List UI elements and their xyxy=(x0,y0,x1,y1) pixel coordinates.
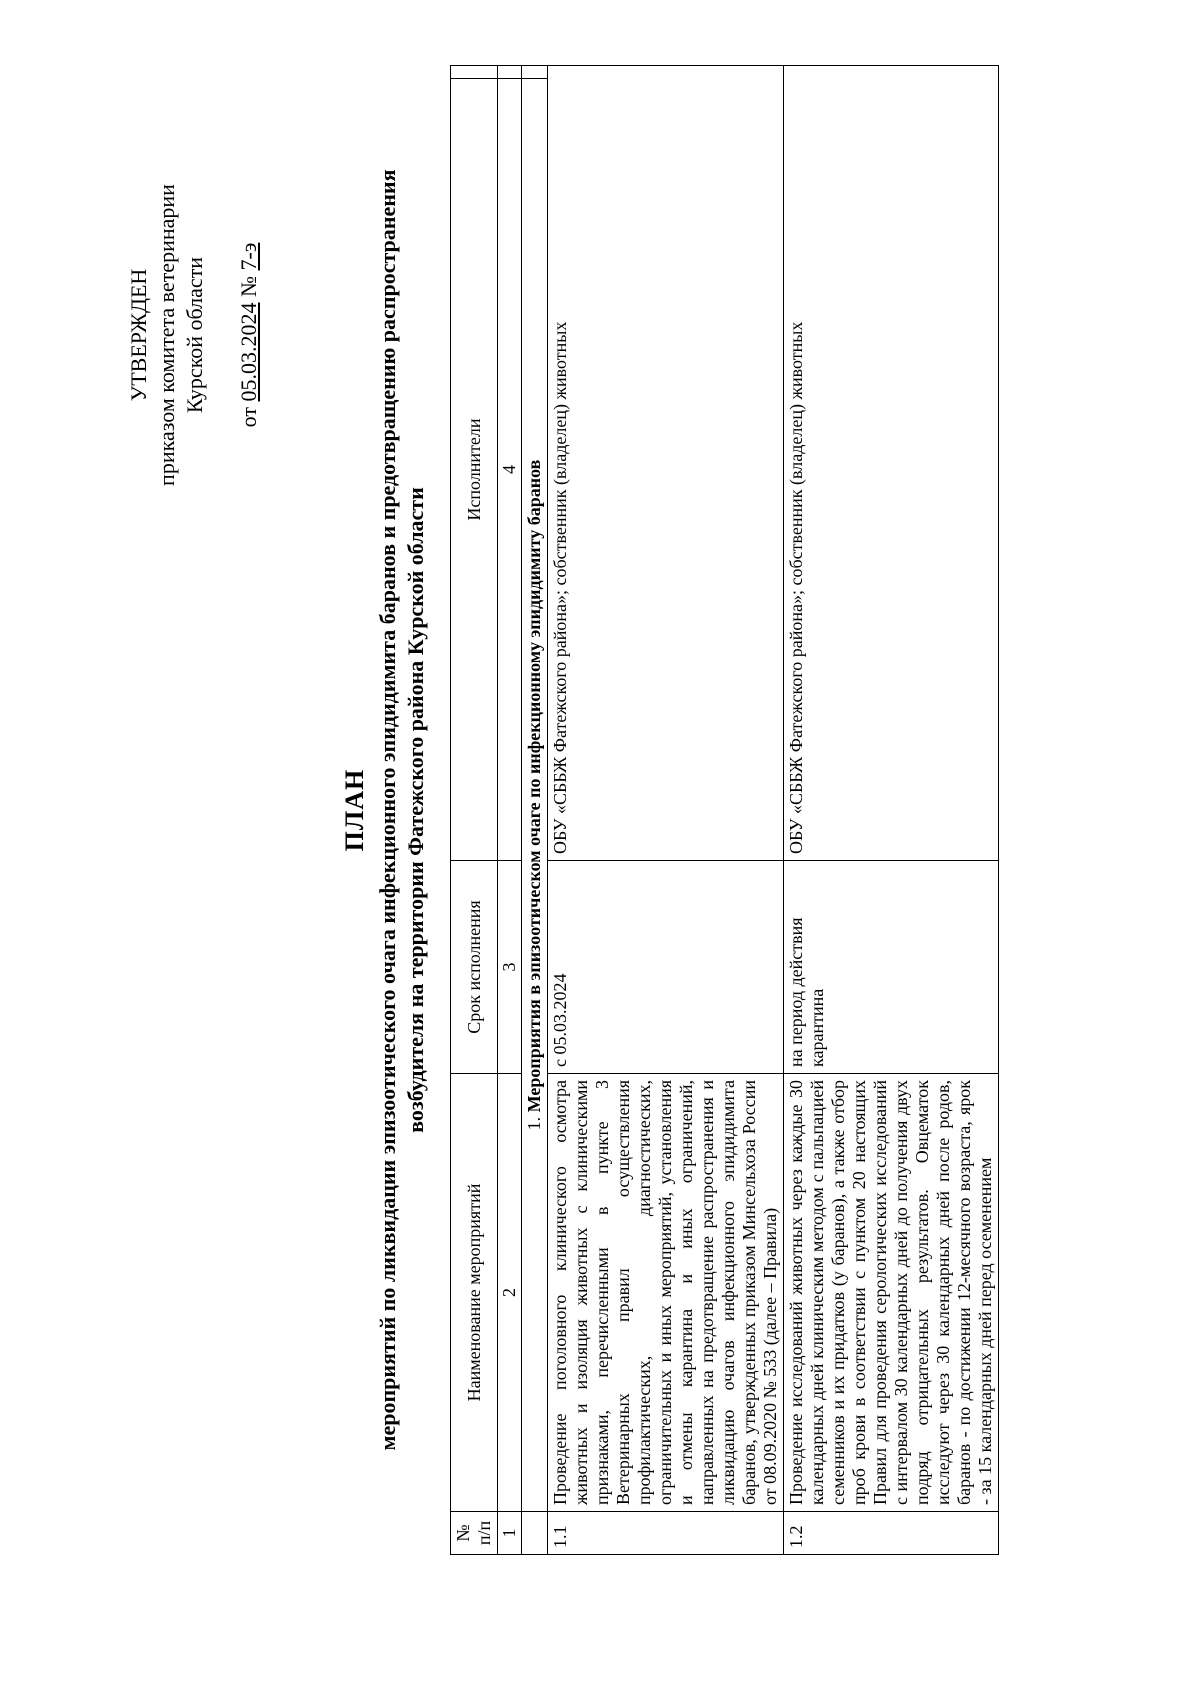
title-block xyxy=(340,65,430,1555)
column-number-4: 4 xyxy=(498,79,522,861)
section-row xyxy=(522,66,548,1555)
section-number: 1. xyxy=(524,1116,544,1131)
section-title-cell xyxy=(522,79,548,1512)
row-num: 1.2 xyxy=(784,1512,999,1555)
header-executors: Исполнители xyxy=(451,79,498,861)
header-task: Наименование мероприятий xyxy=(451,1074,498,1512)
section-title: Мероприятия в эпизоотическом очаге по инфекционному эпидидимиту баранов xyxy=(524,459,544,1113)
table-row xyxy=(548,66,784,1555)
approval-number-sign: № xyxy=(236,275,261,297)
header-blank xyxy=(451,66,498,79)
approval-line-3: Курской области xyxy=(182,256,207,414)
row-term: с 05.03.2024 xyxy=(548,861,784,1074)
header-row xyxy=(451,66,498,1555)
approval-date-line xyxy=(235,105,263,565)
plan-table xyxy=(450,65,999,1555)
row-task: Проведение поголовного клинического осмотра животных и изоляция животных с клиническими признаками, перечисленными в пункте 3 Ветеринарных правил осуществления профилактических, диагностических, ограничительных и иных мероприятий, установления и отмены карантина и иных ограничений, направленных на предотвращение распространения и ликвидацию очагов инфекционного эпидидимита баранов, утвержденных приказом Минсельхоза России от 08.09.2020 № 533 (далее – Правила) xyxy=(548,1074,784,1512)
column-number-row xyxy=(498,66,522,1555)
section-left-blank xyxy=(522,1512,548,1555)
row-num: 1.1 xyxy=(548,1512,784,1555)
column-number-blank xyxy=(498,66,522,79)
column-number-3: 3 xyxy=(498,861,522,1074)
approval-date: 05.03.2024 xyxy=(236,302,261,402)
rotated-sheet xyxy=(105,65,1185,1555)
header-num: № п/п xyxy=(451,1512,498,1555)
document-subtitle: мероприятий по ликвидации эпизоотического очага инфекционного эпидидимита баранов и предотвращению распространения возбудителя на территории Фатежского района Курской области xyxy=(375,169,428,1451)
section-right-blank xyxy=(522,66,548,79)
row-executors: ОБУ «СББЖ Фатежского района»; собственник (владелец) животных xyxy=(784,66,999,861)
approval-line-2: приказом комитета ветеринарии xyxy=(154,184,179,486)
document-title: ПЛАН xyxy=(340,768,369,852)
approval-line-1: УТВЕРЖДЕН xyxy=(126,268,151,402)
column-number-2: 2 xyxy=(498,1074,522,1512)
approval-number: 7-э xyxy=(236,242,261,271)
header-term: Срок исполнения xyxy=(451,861,498,1074)
row-term: на период действия карантина xyxy=(784,861,999,1074)
approval-block xyxy=(125,105,263,565)
row-executors: ОБУ «СББЖ Фатежского района»; собственник (владелец) животных xyxy=(548,66,784,861)
column-number-1: 1 xyxy=(498,1512,522,1555)
approval-date-prefix: от xyxy=(236,406,261,428)
table-row xyxy=(784,66,999,1555)
row-task: Проведение исследований животных через каждые 30 календарных дней клиническим методом с пальпацией семенников и их придатков (у баранов), а также отбор проб крови в соответствии с пунктом 20 настоящих Правил для проведения серологических исследований с интервалом 30 календарных дней до получения двух подряд отрицательных результатов. Овцематок исследуют через 30 календарных дней после родов, баранов - по достижении 12-месячного возраста, ярок - за 15 календарных дней перед осеменением xyxy=(784,1074,999,1512)
